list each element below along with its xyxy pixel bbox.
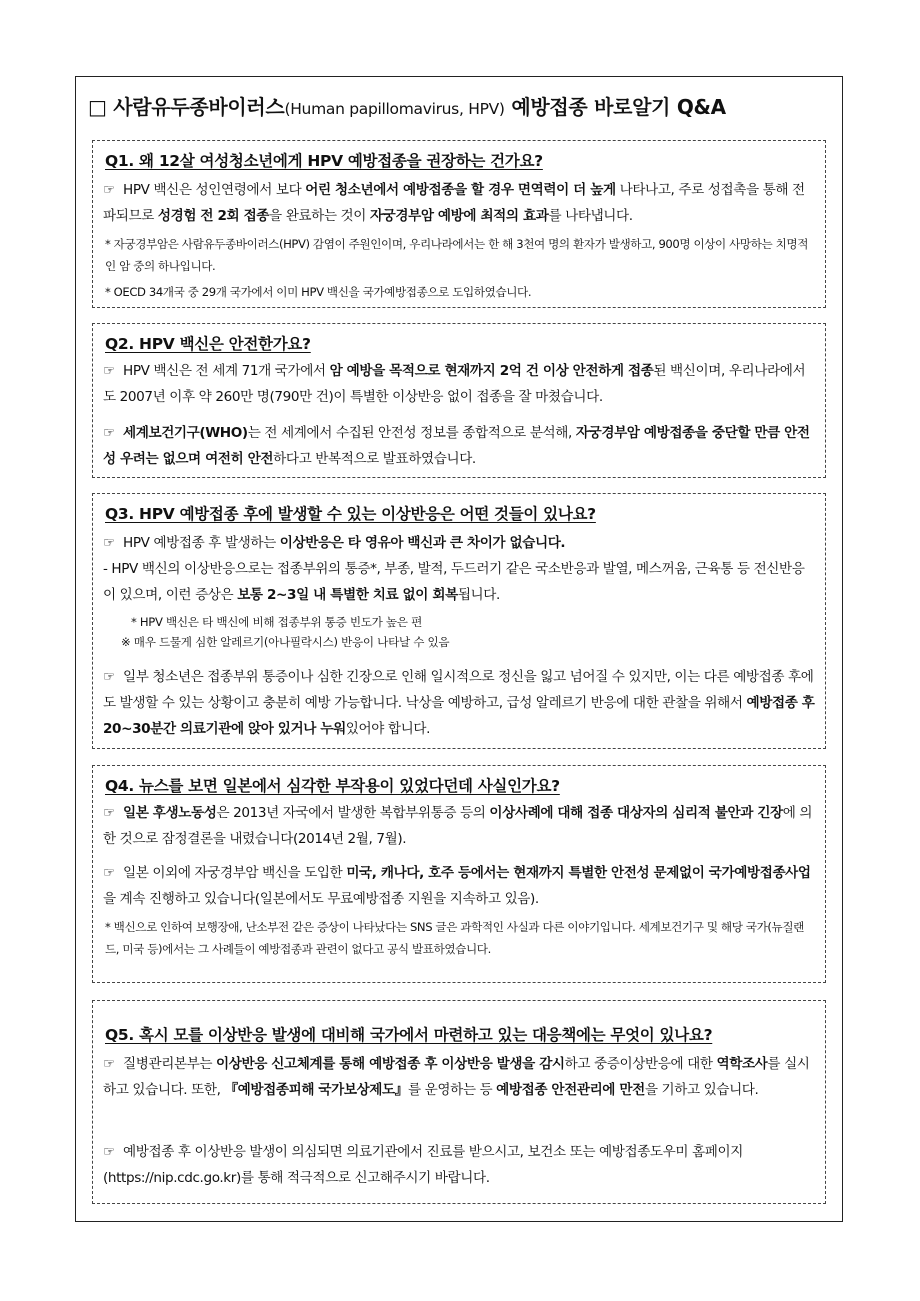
page-title: □ 사람유두종바이러스(Human papillomavirus, HPV) 예방접종 바로알기 Q&A [88,95,726,119]
q1-answer: ☞ HPV 백신은 성인연령에서 보다 어린 청소년에서 예방접종을 할 경우 면역력이 더 높게 나타나고, 주로 성접촉을 통해 전파되므로 성경험 전 2회 접종을 완료하는 것이 자궁경부암 예방에 최적의 효과를 나타냅니다. [103,177,815,229]
pointing-hand-icon: ☞ [103,535,115,551]
pointing-hand-icon: ☞ [103,1144,115,1160]
q5-section [92,1000,826,1204]
q5-answer-1: ☞ 질병관리본부는 이상반응 신고체계를 통해 예방접종 후 이상반응 발생을 감시하고 중증이상반응에 대한 역학조사를 실시하고 있습니다. 또한, 『예방접종피해 국가보상제도』를 운영하는 등 예방접종 안전관리에 만전을 기하고 있습니다. [103,1051,815,1103]
q4-answer-1: ☞ 일본 후생노동성은 2013년 자국에서 발생한 복합부위통증 등의 이상사례에 대해 접종 대상자의 심리적 불안과 긴장에 의한 것으로 잠정결론을 내렸습니다(2014년 2월, 7월). [103,800,815,852]
pointing-hand-icon: ☞ [103,865,115,881]
pointing-hand-icon: ☞ [103,363,115,379]
q2-answer-1: ☞ HPV 백신은 전 세계 71개 국가에서 암 예방을 목적으로 현재까지 2억 건 이상 안전하게 접종된 백신이며, 우리나라에서도 2007년 이후 약 260만 명(790만 건)이 특별한 이상반응 없이 접종을 잘 마쳤습니다. [103,358,815,410]
pointing-hand-icon: ☞ [103,1056,115,1072]
q3-note-2: ※ 매우 드물게 심한 알레르기(아나필락시스) 반응이 나타날 수 있음 [121,635,450,649]
q1-section [92,140,826,308]
q4-section [92,765,826,983]
q2-answer-2: ☞ 세계보건기구(WHO)는 전 세계에서 수집된 안전성 정보를 종합적으로 분석해, 자궁경부암 예방접종을 중단할 만큼 안전성 우려는 없으며 여전히 안전하다고 반복적으로 발표하였습니다. [103,420,815,472]
q2-section [92,323,826,478]
q5-title: Q5. 혹시 모를 이상반응 발생에 대비해 국가에서 마련하고 있는 대응책에는 무엇이 있나요? [105,1026,713,1044]
q3-note-1: * HPV 백신은 타 백신에 비해 접종부위 통증 빈도가 높은 편 [131,615,422,629]
q3-section [92,493,826,749]
nip-website-link[interactable]: https://nip.cdc.go.kr [107,1170,236,1186]
q5-answer-2: ☞ 예방접종 후 이상반응 발생이 의심되면 의료기관에서 진료를 받으시고, 보건소 또는 예방접종도우미 홈페이지(https://nip.cdc.go.kr)를 통해 적극적으로 신고해주시기 바랍니다. [103,1139,815,1191]
q3-title: Q3. HPV 예방접종 후에 발생할 수 있는 이상반응은 어떤 것들이 있나요? [105,505,596,523]
q4-note: * 백신으로 인하여 보행장애, 난소부전 같은 증상이 나타났다는 SNS 글은 과학적인 사실과 다른 이야기입니다. 세계보건기구 및 해당 국가(뉴질랜드, 미국 등)에서는 그 사례들이 예방접종과 관련이 없다고 공식 발표하였습니다. [105,920,804,956]
q1-note-1: * 자궁경부암은 사람유두종바이러스(HPV) 감염이 주원인이며, 우리나라에서는 한 해 3천여 명의 환자가 발생하고, 900명 이상이 사망하는 치명적인 암 중의 하나입니다. [105,237,809,273]
q1-note-2: * OECD 34개국 중 29개 국가에서 이미 HPV 백신을 국가예방접종으로 도입하였습니다. [105,285,532,299]
q3-detail: - HPV 백신의 이상반응으로는 접종부위의 통증*, 부종, 발적, 두드러기 같은 국소반응과 발열, 메스꺼움, 근육통 등 전신반응이 있으며, 이런 증상은 보통 2~3일 내 특별한 치료 없이 회복됩니다. [103,561,805,603]
pointing-hand-icon: ☞ [103,805,115,821]
pointing-hand-icon: ☞ [103,669,115,685]
q4-title: Q4. 뉴스를 보면 일본에서 심각한 부작용이 있었다던데 사실인가요? [105,777,560,795]
q3-answer-1: ☞ HPV 예방접종 후 발생하는 이상반응은 타 영유아 백신과 큰 차이가 없습니다. [103,530,815,556]
pointing-hand-icon: ☞ [103,182,115,198]
q4-answer-2: ☞ 일본 이외에 자궁경부암 백신을 도입한 미국, 캐나다, 호주 등에서는 현재까지 특별한 안전성 문제없이 국가예방접종사업을 계속 진행하고 있습니다(일본에서도 무료예방접종 지원을 지속하고 있음). [103,860,815,912]
pointing-hand-icon: ☞ [103,425,115,441]
q3-answer-2: ☞ 일부 청소년은 접종부위 통증이나 심한 긴장으로 인해 일시적으로 정신을 잃고 넘어질 수 있지만, 이는 다른 예방접종 후에도 발생할 수 있는 상황이고 충분히 예방 가능합니다. 낙상을 예방하고, 급성 알레르기 반응에 대한 관찰을 위해서 예방접종 후 20~30분간 의료기관에 앉아 있거나 누워있어야 합니다. [103,664,815,742]
q1-title: Q1. 왜 12살 여성청소년에게 HPV 예방접종을 권장하는 건가요? [105,152,543,170]
q2-title: Q2. HPV 백신은 안전한가요? [105,335,311,353]
